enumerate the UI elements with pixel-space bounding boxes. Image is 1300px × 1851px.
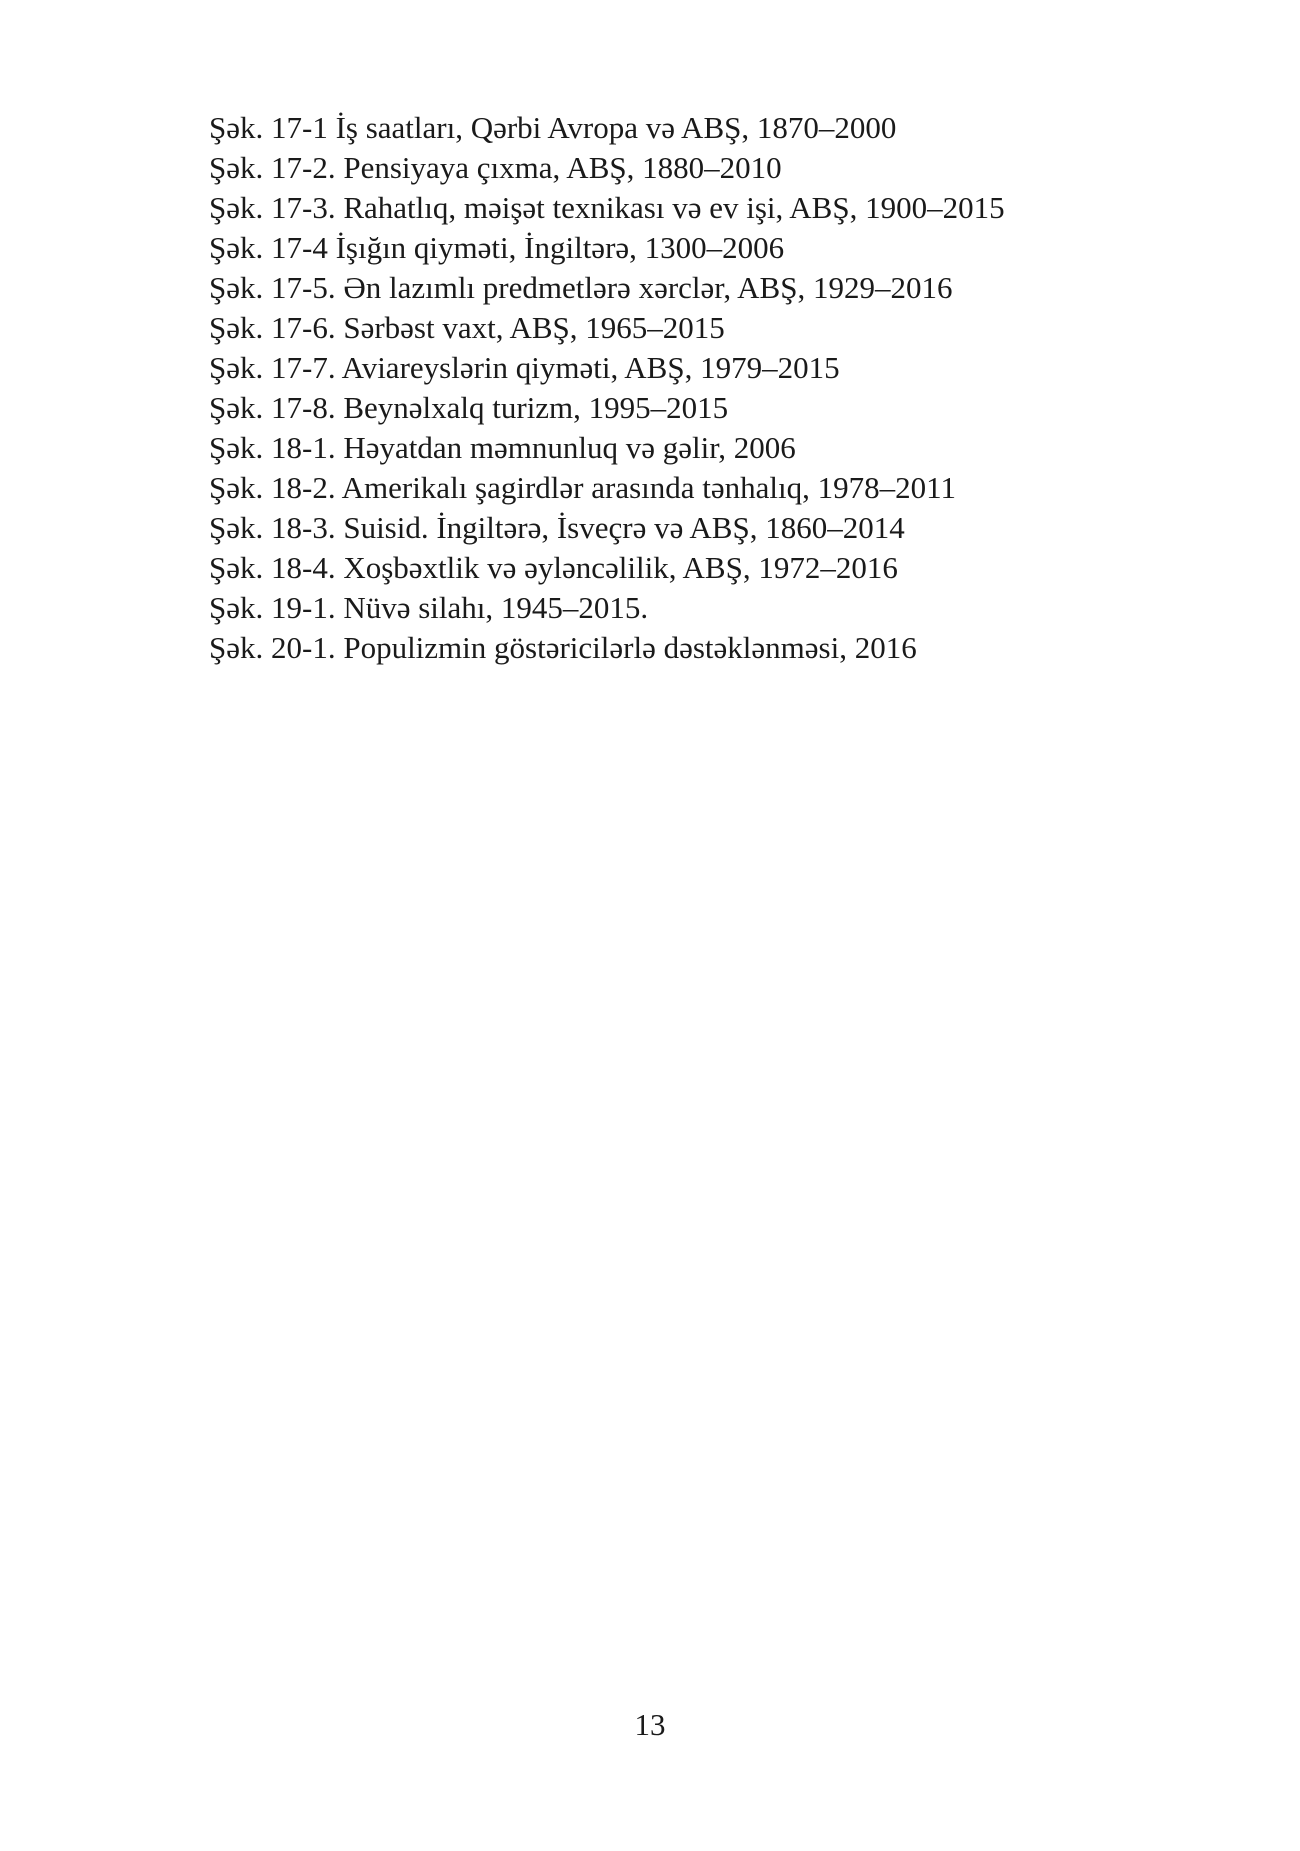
figure-list-item: Şək. 18-1. Həyatdan məmnunluq və gəlir, 2006 — [209, 430, 796, 465]
figure-list-item: Şək. 18-4. Xoşbəxtlik və əyləncəlilik, ABŞ, 1972–2016 — [209, 550, 898, 585]
figure-list-item: Şək. 18-3. Suisid. İngiltərə, İsveçrə və ABŞ, 1860–2014 — [209, 510, 905, 545]
figure-list-item: Şək. 17-8. Beynəlxalq turizm, 1995–2015 — [209, 390, 729, 425]
figure-list-item: Şək. 17-7. Aviareyslərin qiyməti, ABŞ, 1979–2015 — [209, 350, 840, 385]
figure-list — [209, 108, 1209, 668]
page-number: 13 — [634, 1707, 666, 1742]
figure-list-item: Şək. 17-2. Pensiyaya çıxma, ABŞ, 1880–2010 — [209, 150, 782, 185]
figure-list-item: Şək. 17-6. Sərbəst vaxt, ABŞ, 1965–2015 — [209, 310, 725, 345]
figure-list-item: Şək. 17-5. Ən lazımlı predmetlərə xərclər, ABŞ, 1929–2016 — [209, 270, 953, 305]
figure-list-item: Şək. 17-1 İş saatları, Qərbi Avropa və ABŞ, 1870–2000 — [209, 110, 897, 145]
figure-list-item: Şək. 20-1. Populizmin göstəricilərlə dəstəklənməsi, 2016 — [209, 630, 917, 665]
figure-list-item: Şək. 19-1. Nüvə silahı, 1945–2015. — [209, 590, 649, 625]
figure-list-item: Şək. 17-3. Rahatlıq, məişət texnikası və ev işi, ABŞ, 1900–2015 — [209, 190, 1005, 225]
figure-list-item: Şək. 18-2. Amerikalı şagirdlər arasında tənhalıq, 1978–2011 — [209, 470, 956, 505]
figure-list-item: Şək. 17-4 İşığın qiyməti, İngiltərə, 1300–2006 — [209, 230, 785, 265]
